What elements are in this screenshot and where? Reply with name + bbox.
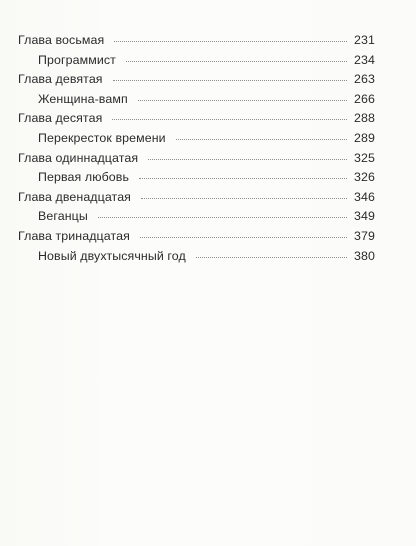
dot-leader (148, 159, 347, 160)
toc-entry-page: 231 (354, 33, 375, 47)
dot-leader (196, 257, 347, 258)
toc-entry (18, 249, 375, 269)
toc-entry-page: 379 (354, 228, 375, 243)
toc-entry (18, 131, 375, 151)
toc-entry-title: Глава девятая (18, 72, 103, 87)
toc-entry (18, 111, 375, 131)
toc-entry-page: 288 (354, 111, 375, 126)
toc-entry (18, 92, 375, 112)
toc-entry-title: Первая любовь (38, 170, 130, 185)
toc-entry-page: 346 (354, 189, 375, 204)
toc-entry-title: Глава десятая (18, 111, 103, 126)
dot-leader (113, 80, 347, 81)
toc-entry-title: Глава тринадцатая (18, 228, 130, 243)
toc-entry (18, 170, 375, 190)
toc-entry (18, 229, 375, 249)
dot-leader (141, 198, 347, 199)
toc-entry-page: 349 (354, 209, 375, 224)
toc-entry-page: 326 (354, 170, 375, 185)
toc-entry-title: Женщина-вамп (38, 91, 128, 106)
toc-entry (18, 72, 375, 92)
dot-leader (176, 139, 347, 140)
toc-entry-page: 263 (354, 72, 375, 87)
toc-entry-page: 266 (354, 91, 375, 106)
toc-entry-title: Перекресток времени (38, 130, 166, 145)
dot-leader (140, 237, 347, 238)
table-of-contents (18, 33, 375, 268)
toc-entry-title: Глава одиннадцатая (18, 150, 139, 165)
toc-entry (18, 33, 375, 53)
toc-entry (18, 151, 375, 171)
dot-leader (112, 119, 347, 120)
toc-entry (18, 190, 375, 210)
dot-leader (98, 217, 347, 218)
dot-leader (138, 100, 347, 101)
toc-entry-title: Глава восьмая (18, 33, 105, 47)
toc-entry-page: 234 (354, 52, 375, 67)
toc-entry-page: 325 (354, 150, 375, 165)
toc-entry-page: 289 (354, 130, 375, 145)
toc-entry-title: Глава двенадцатая (18, 189, 131, 204)
dot-leader (139, 178, 347, 179)
toc-entry-title: Новый двухтысячный год (38, 248, 186, 263)
toc-entry-title: Веганцы (38, 209, 88, 224)
toc-entry-title: Программист (38, 52, 116, 67)
dot-leader (126, 61, 347, 62)
toc-entry (18, 53, 375, 73)
toc-entry-page: 380 (354, 248, 375, 263)
toc-entry (18, 209, 375, 229)
dot-leader (114, 41, 347, 42)
